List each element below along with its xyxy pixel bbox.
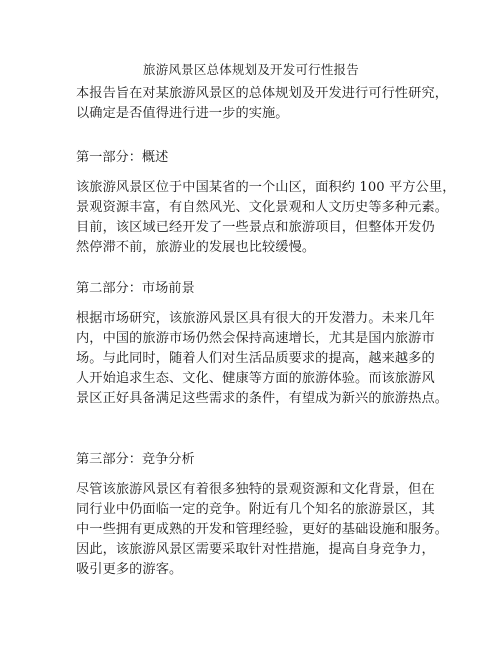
paragraph-line: 同行业中仍面临一定的竞争。附近有几个知名的旅游景区，其: [76, 502, 435, 517]
paragraph-line: 然停滞不前，旅游业的发展也比较缓慢。: [76, 240, 316, 255]
section-paragraph-competition: [76, 480, 448, 580]
paragraph-line: 中一些拥有更成熟的开发和管理经验，更好的基础设施和服务。: [76, 522, 449, 537]
paragraph-line: 景区正好具备满足这些需求的条件，有望成为新兴的旅游热点。: [76, 391, 449, 406]
paragraph-line: 景观资源丰富，有自然风光、文化景观和人文历史等多种元素。: [76, 200, 449, 215]
intro-paragraph: [76, 84, 448, 124]
paragraph-line: 人开始追求生态、文化、健康等方面的旅游体验。而该旅游风: [76, 371, 435, 386]
section-heading-market: 第二部分：市场前景: [76, 281, 195, 296]
paragraph-line: 因此，该旅游风景区需要采取针对性措施，提高自身竞争力，: [76, 542, 435, 557]
paragraph-line: 该旅游风景区位于中国某省的一个山区，面积约 100 平方公里，: [76, 180, 456, 195]
document-title: 旅游风景区总体规划及开发可行性报告: [143, 62, 359, 77]
paragraph-line: 目前，该区域已经开发了一些景点和旅游项目，但整体开发仍: [76, 220, 435, 235]
intro-line: 以确定是否值得进行进一步的实施。: [76, 106, 289, 121]
paragraph-line: 根据市场研究，该旅游风景区具有很大的开发潜力。未来几年: [76, 311, 435, 326]
paragraph-line: 尽管该旅游风景区有着很多独特的景观资源和文化背景，但在: [76, 482, 435, 497]
section-heading-overview: 第一部分：概述: [76, 150, 169, 165]
paragraph-line: 吸引更多的游客。: [76, 562, 183, 577]
section-paragraph-market: [76, 309, 448, 409]
paragraph-line: 场。与此同时，随着人们对生活品质要求的提高，越来越多的: [76, 351, 435, 366]
section-heading-competition: 第三部分：竞争分析: [76, 452, 195, 467]
section-paragraph-overview: [76, 178, 456, 258]
intro-line: 本报告旨在对某旅游风景区的总体规划及开发进行可行性研究，: [76, 86, 449, 101]
paragraph-line: 内，中国的旅游市场仍然会保持高速增长，尤其是国内旅游市: [76, 331, 435, 346]
